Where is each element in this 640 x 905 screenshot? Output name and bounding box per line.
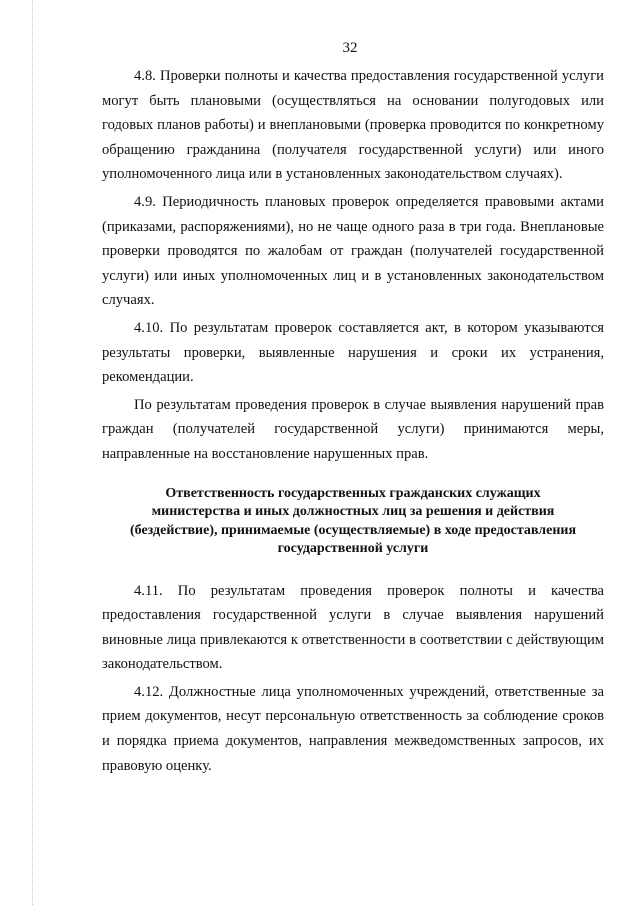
- page-number: 32: [342, 40, 358, 56]
- paragraph-4-10-continued: По результатам проведения проверок в случае выявления нарушений прав граждан (получателей государственной услуги) принимаются меры, направленные на восстановление нарушенных прав.: [102, 396, 604, 462]
- paragraph-4-11: 4.11. По результатам проведения проверок полноты и качества предоставления государственной услуги в случае выявления нарушений виновные лица привлекаются к ответственности в соответствии с действующим законодательством.: [102, 582, 604, 673]
- page-content: [102, 64, 604, 778]
- section-heading: Ответственность государственных гражданских служащих министерства и иных должностных лиц за решения и действия (бездействие), принимаемые (осуществляемые) в ходе предоставления государственной услуги: [129, 485, 577, 556]
- paragraph-4-10: 4.10. По результатам проверок составляется акт, в котором указываются результаты проверки, выявленные нарушения и сроки их устранения, рекомендации.: [102, 319, 604, 386]
- paragraph-4-12: 4.12. Должностные лица уполномоченных учреждений, ответственные за прием документов, несут персональную ответственность за соблюдение сроков и порядка приема документов, направления межведомственных запросов, их правовую оценку.: [102, 683, 604, 774]
- scan-edge-line: [32, 0, 33, 905]
- paragraph-4-9: 4.9. Периодичность плановых проверок определяется правовыми актами (приказами, распоряжениями), но не чаще одного раза в три года. Внеплановые проверки проводятся по жалобам от граждан (получателей государственной услуги) или иных уполномоченных лиц и в установленных законодательством случаях.: [102, 193, 604, 309]
- paragraph-4-8: 4.8. Проверки полноты и качества предоставления государственной услуги могут быть плановыми (осуществляться на основании полугодовых или годовых планов работы) и внеплановыми (проверка проводится по конкретному обращению гражданина (получателя государственной услуги) или иного уполномоченного лица или в установленных законодательством случаях).: [102, 68, 604, 183]
